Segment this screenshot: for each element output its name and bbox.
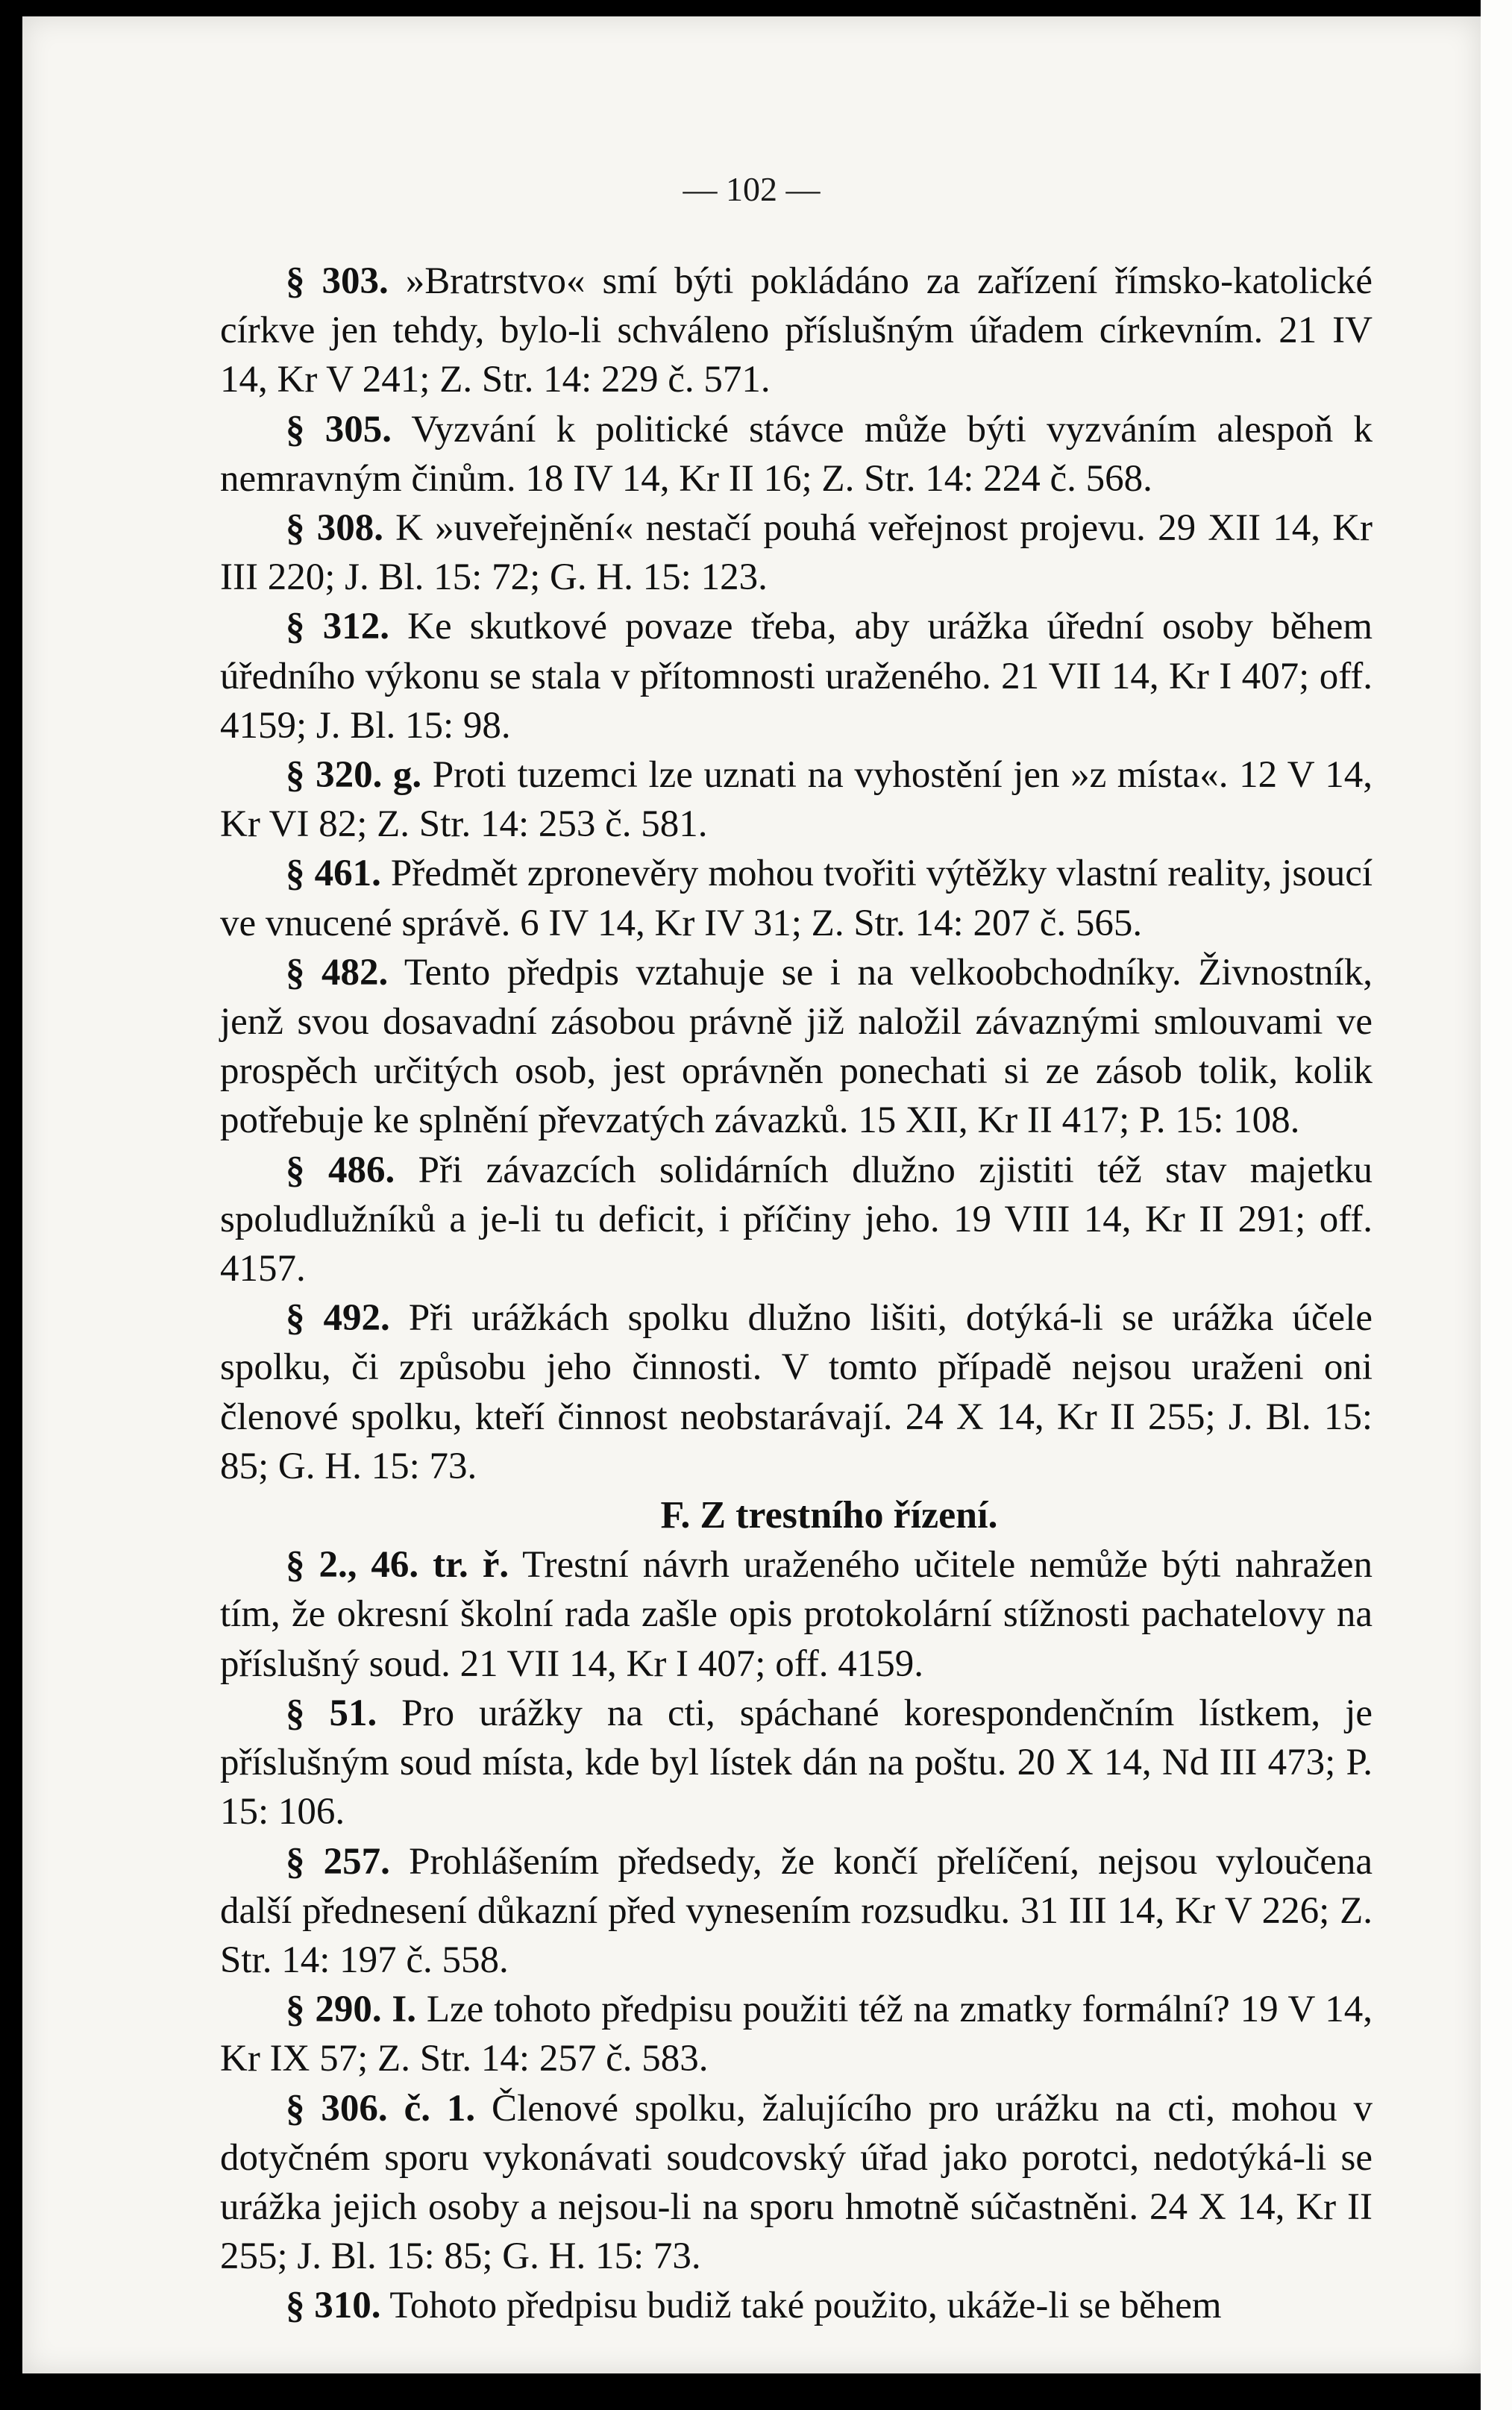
section-reference: § 461. [286,853,381,895]
paragraph [220,1985,1373,2083]
paragraph [220,405,1373,503]
section-heading: F. Z trestního řízení. [660,1494,998,1537]
section-reference: § 305. [286,408,392,451]
paragraphs-before-heading [220,257,1373,1491]
paragraph-text: Proti tuzemci lze uznati na vyhostění jen »z místa«. 12 V 14, Kr VI 82; Z. Str. 14: 253 č. 581. [220,754,1373,846]
paragraph-text: Trestní návrh uraženého učitele nemůže býti nahražen tím, že okresní školní rada zašle opis protokolární stížnosti pachatelovy na příslušný soud. 21 VII 14, Kr I 407; off. 4159. [220,1544,1373,1685]
paragraph-text: Členové spolku, žalujícího pro urážku na cti, mohou v dotyčném sporu vykonávati soudcovský úřad jako porotci, nedotýká-li se urážka jejich osoby a nejsou-li na sporu hmotně súčastněni. 24 X 14, Kr II 255; J. Bl. 15: 85; G. H. 15: 73. [220,2087,1373,2278]
section-reference: § 257. [286,1840,390,1883]
paragraph-text: Při závazcích solidárních dlužno zjistiti též stav majetku spoludlužníků a je-li tu deficit, i příčiny jeho. 19 VIII 14, Kr II 291; off. 4157. [220,1149,1373,1290]
section-reference: § 486. [286,1149,395,1191]
paragraph [220,1293,1373,1491]
section-reference: § 482. [286,951,389,994]
paragraph [220,503,1373,602]
paragraph-text: K »uveřejnění« nestačí pouhá veřejnost projevu. 29 XII 14, Kr III 220; J. Bl. 15: 72; G. H. 15: 123. [220,507,1373,599]
paragraph-text: »Bratrstvo« smí býti pokládáno za zařízení římsko-katolické církve jen tehdy, bylo-li schváleno příslušným úřadem církevním. 21 IV 14, Kr V 241; Z. Str. 14: 229 č. 571. [220,260,1373,401]
paragraph [220,1689,1373,1837]
scan-edge-strip [1481,0,1512,2410]
paragraph [220,750,1373,849]
paragraph [220,602,1373,750]
paragraph [220,1837,1373,1986]
paragraph-text: Ke skutkové povaze třeba, aby urážka úřední osoby během úředního výkonu se stala v přítomnosti uraženého. 21 VII 14, Kr I 407; off. 4159; J. Bl. 15: 98. [220,606,1373,747]
paragraph-text: Při urážkách spolku dlužno lišiti, dotýká-li se urážka účele spolku, či způsobu jeho činnosti. V tomto případě nejsou uraženi oni členové spolku, kteří činnost neobstarávají. 24 X 14, Kr II 255; J. Bl. 15: 85; G. H. 15: 73. [220,1297,1373,1487]
paragraphs-after-heading [220,1540,1373,2330]
section-reference: § 310. [286,2285,381,2327]
paragraph [220,1540,1373,1689]
book-page [22,16,1481,2373]
section-reference: § 51. [286,1692,377,1734]
paragraph [220,948,1373,1146]
paragraph-text: Tento předpis vztahuje se i na velkoobchodníky. Živnostník, jenž svou dosavadní zásobou právně již naložil závaznými smlouvami ve prospěch určitých osob, jest oprávněn ponechati si ze zásob tolik, kolik potřebuje ke splnění převzatých závazků. 15 XII, Kr II 417; P. 15: 108. [220,951,1373,1142]
page-number: — 102 — [683,170,821,208]
section-reference: § 2., 46. tr. ř. [286,1544,509,1587]
paragraph [220,849,1373,947]
paragraph [220,257,1373,405]
section-reference: § 492. [286,1297,390,1340]
paragraph-text: Lze tohoto předpisu použiti též na zmatky formální? 19 V 14, Kr IX 57; Z. Str. 14: 257 č. 583. [220,1989,1373,2080]
section-reference: § 308. [286,507,383,550]
paragraph [220,2084,1373,2282]
paragraph-text: Předmět zpronevěry mohou tvořiti výtěžky vlastní reality, jsoucí ve vnucené správě. 6 IV 14, Kr IV 31; Z. Str. 14: 207 č. 565. [220,853,1373,944]
section-reference: § 290. I. [286,1989,417,2031]
section-reference: § 303. [286,260,389,302]
paragraph-text: Prohlášením předsedy, že končí přelíčení, nejsou vyloučena další přednesení důkazní před vynesením rozsudku. 31 III 14, Kr V 226; Z. Str. 14: 197 č. 558. [220,1840,1373,1981]
section-reference: § 320. g. [286,754,422,797]
body-text [220,257,1373,2331]
paragraph-text: Vyzvání k politické stávce může býti vyzváním alespoň k nemravným činům. 18 IV 14, Kr II 16; Z. Str. 14: 224 č. 568. [220,408,1373,500]
section-reference: § 306. č. 1. [286,2087,476,2130]
paragraph-text: Tohoto předpisu budiž také použito, ukáže-li se během [380,2285,1222,2327]
paragraph [220,1146,1373,1294]
section-reference: § 312. [286,606,389,648]
paragraph [220,2281,1373,2330]
paragraph-text: Pro urážky na cti, spáchané korespondenčním lístkem, je příslušným soud místa, kde byl lístek dán na poštu. 20 X 14, Nd III 473; P. 15: 106. [220,1692,1373,1833]
